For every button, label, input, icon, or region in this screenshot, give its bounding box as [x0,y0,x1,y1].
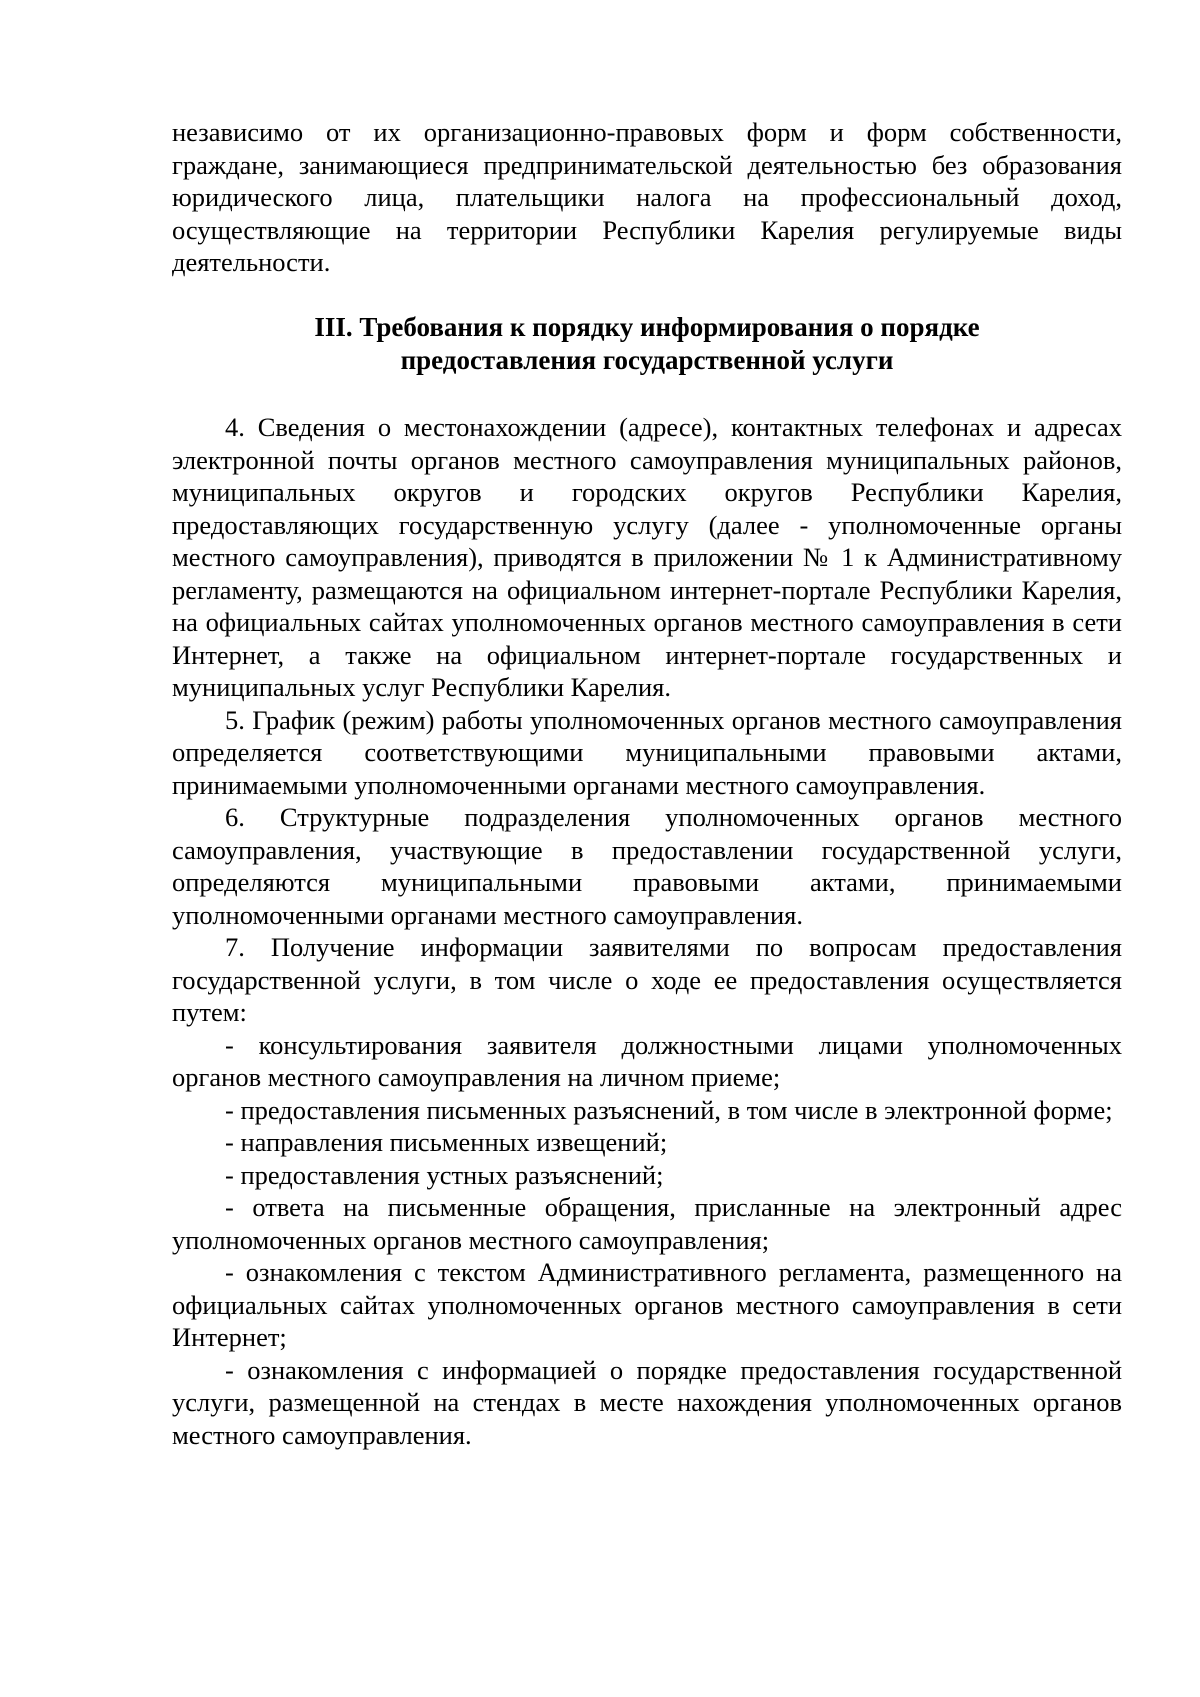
section-heading-line-1: III. Требования к порядку информирования о порядке [314,312,980,342]
paragraph-6: 6. Структурные подразделения уполномоченных органов местного самоуправления, участвующие в предоставлении государственной услуги, определяются муниципальными правовыми актами, принимаемыми уполномоченными органами местного самоуправления. [172,802,1122,930]
intro-paragraph: независимо от их организационно-правовых форм и форм собственности, граждане, занимающиеся предпринимательской деятельностью без образования юридического лица, плательщики налога на профессиональный доход, осуществляющие на территории Республики Карелия регулируемые виды деятельности. [172,117,1122,277]
list-item-regulation-text: - ознакомления с текстом Административного регламента, размещенного на официальных сайтах уполномоченных органов местного самоуправления в сети Интернет; [172,1257,1122,1352]
paragraph-5: 5. График (режим) работы уполномоченных органов местного самоуправления определяется соответствующими муниципальными правовыми актами, принимаемыми уполномоченными органами местного самоуправления. [172,704,1122,800]
list-item-stands-info: - ознакомления с информацией о порядке предоставления государственной услуги, размещенной на стендах в месте нахождения уполномоченных органов местного самоуправления. [172,1354,1122,1450]
list-item-written-requests: - ответа на письменные обращения, присланные на электронный адрес уполномоченных органов местного самоуправления; [172,1192,1122,1255]
intro-block [172,116,1122,279]
section-heading-line-2: предоставления государственной услуги [400,345,894,375]
list-item-written-explanations: - предоставления письменных разъяснений, в том числе в электронной форме; [225,1094,1113,1125]
list-item-written-notices: - направления письменных извещений; [225,1127,668,1157]
list-item-consultation: - консультирования заявителя должностными лицами уполномоченных органов местного самоуправления на личном приеме; [172,1029,1122,1092]
paragraph-4: 4. Сведения о местонахождении (адресе), контактных телефонах и адресах электронной почты органов местного самоуправления муниципальных районов, муниципальных округов и городских округов Республики Карелия, предоставляющих государственную услугу (далее - уполномоченные органы местного самоуправления), приводятся в приложении № 1 к Административному регламенту, размещаются на официальном интернет-портале Республики Карелия, на официальных сайтах уполномоченных органов местного самоуправления в сети Интернет, а также на официальном интернет-портале государственных и муниципальных услуг Республики Карелия. [172,412,1122,702]
paragraph-7: 7. Получение информации заявителями по вопросам предоставления государственной услуги, в том числе о ходе ее предоставления осуществляется путем: [172,932,1122,1027]
list-item-oral-explanations: - предоставления устных разъяснений; [225,1159,664,1190]
section-body [172,411,1122,1451]
section-heading [172,311,1122,377]
